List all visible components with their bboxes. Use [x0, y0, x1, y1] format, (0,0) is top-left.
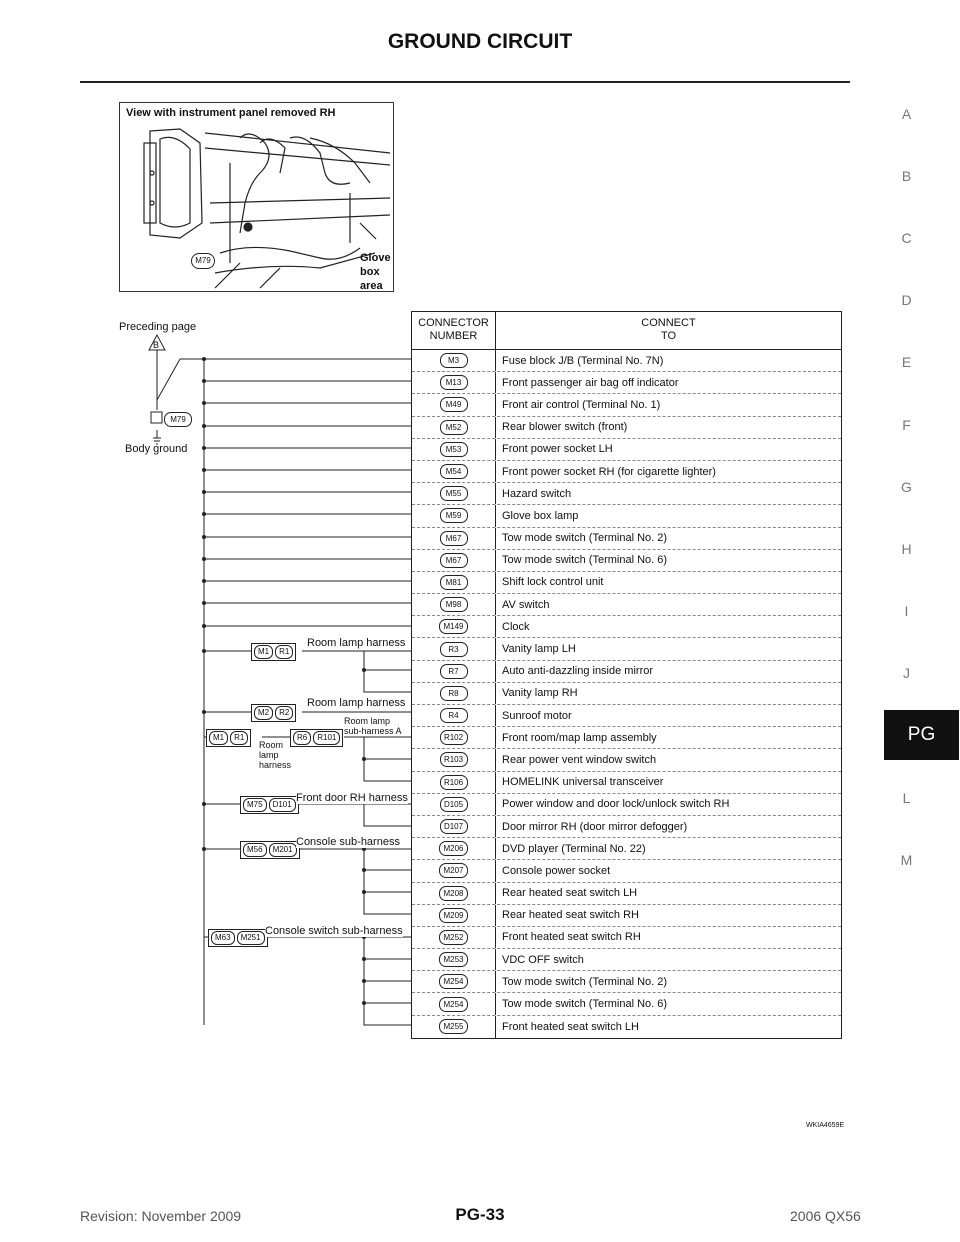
- connector-number: M53: [440, 442, 468, 457]
- table-row: [412, 883, 841, 905]
- table-row: [412, 594, 841, 616]
- header-number-line-1: CONNECTOR: [418, 317, 489, 329]
- index-letter-j[interactable]: J: [903, 665, 910, 681]
- connector-number: D105: [440, 797, 468, 812]
- connector-number: M208: [439, 886, 467, 901]
- room-harness-label-line-3: harness: [259, 760, 292, 770]
- sub-harness-label-line-2: sub-harness A: [344, 726, 402, 736]
- table-row: [412, 683, 841, 705]
- table-row: [412, 505, 841, 527]
- table-row: [412, 772, 841, 794]
- connector-number: R8: [440, 686, 468, 701]
- table-header: [412, 312, 841, 350]
- room-lamp-harness-label-3: [259, 740, 291, 770]
- index-letter-i[interactable]: I: [904, 603, 909, 619]
- connect-to: Tow mode switch (Terminal No. 6): [502, 998, 668, 1011]
- connector-number: M207: [439, 863, 467, 878]
- connect-to: Tow mode switch (Terminal No. 6): [502, 554, 668, 567]
- page-title: GROUND CIRCUIT: [387, 30, 573, 53]
- connect-to: Fuse block J/B (Terminal No. 7N): [502, 354, 664, 367]
- connector-table: [411, 311, 842, 1039]
- header-number-line-2: NUMBER: [429, 330, 478, 342]
- table-row: [412, 439, 841, 461]
- connector-number: M253: [439, 952, 467, 967]
- connector-number: M52: [440, 420, 468, 435]
- table-row: [412, 705, 841, 727]
- index-letter-a[interactable]: A: [901, 106, 912, 122]
- connector-number: M59: [440, 508, 468, 523]
- connect-to: Rear blower switch (front): [502, 421, 628, 434]
- connector-number: M209: [439, 908, 467, 923]
- table-row: [412, 993, 841, 1015]
- index-letter-c[interactable]: C: [901, 230, 912, 246]
- connector-number: R103: [440, 752, 468, 767]
- glove-label-line-3: area: [360, 280, 383, 292]
- console-switch-sub-harness-label: Console switch sub-harness: [265, 925, 403, 937]
- table-row: [412, 860, 841, 882]
- sub-harness-label-line-1: Room lamp: [344, 716, 391, 726]
- connect-to: Shift lock control unit: [502, 576, 604, 589]
- connector-number: M206: [439, 841, 467, 856]
- connect-to: Console power socket: [502, 864, 611, 877]
- front-door-rh-harness-label: Front door RH harness: [296, 792, 408, 804]
- connector-number: M81: [440, 575, 468, 590]
- connect-to: DVD player (Terminal No. 22): [502, 842, 646, 855]
- connector-m56: M56: [243, 843, 267, 857]
- table-row: [412, 949, 841, 971]
- connector-number: M254: [439, 997, 467, 1012]
- connect-to: Front room/map lamp assembly: [502, 731, 657, 744]
- connector-number: D107: [440, 819, 468, 834]
- connector-number: R106: [440, 775, 468, 790]
- table-row: [412, 550, 841, 572]
- connect-to: Front passenger air bag off indicator: [502, 376, 679, 389]
- table-row: [412, 749, 841, 771]
- connect-to: Sunroof motor: [502, 709, 572, 722]
- table-row: [412, 461, 841, 483]
- connector-number: R7: [440, 664, 468, 679]
- front-door-rh-harness: [240, 796, 299, 814]
- body-ground-label: Body ground: [125, 443, 188, 455]
- connector-r101: R101: [313, 731, 340, 745]
- table-row: [412, 927, 841, 949]
- connector-number: R102: [440, 730, 468, 745]
- connector-m251: M251: [237, 931, 265, 945]
- room-harness-label-line-1: Room: [259, 740, 284, 750]
- connect-to: Rear heated seat switch RH: [502, 909, 639, 922]
- connect-to: HOMELINK universal transceiver: [502, 776, 664, 789]
- connect-to: Clock: [502, 620, 530, 633]
- header-to-line-1: CONNECT: [641, 317, 696, 329]
- room-lamp-sub-harness-a: [290, 729, 343, 747]
- console-switch-sub-harness: [208, 929, 268, 947]
- room-harness-label-line-2: lamp: [259, 750, 279, 760]
- connect-to: Auto anti-dazzling inside mirror: [502, 665, 654, 678]
- connector-r1: R1: [275, 645, 293, 659]
- connector-number: R4: [440, 708, 468, 723]
- table-row: [412, 1016, 841, 1038]
- connector-m1: M1: [254, 645, 273, 659]
- table-row: [412, 727, 841, 749]
- footer-model: 2006 QX56: [790, 1208, 861, 1224]
- header-to-line-2: TO: [660, 330, 677, 342]
- connector-number: M55: [440, 486, 468, 501]
- footer-page-number: PG-33: [455, 1205, 505, 1224]
- connector-number: M13: [440, 375, 468, 390]
- main-trunk: [180, 359, 204, 1025]
- connector-number: M149: [439, 619, 467, 634]
- table-row: [412, 528, 841, 550]
- connector-m1-b: M1: [209, 731, 228, 745]
- ground-connector-box: [151, 412, 162, 423]
- connector-number: M3: [440, 353, 468, 368]
- connector-m63: M63: [211, 931, 235, 945]
- connector-number: M67: [440, 531, 468, 546]
- table-row: [412, 794, 841, 816]
- table-row: [412, 483, 841, 505]
- table-row: [412, 661, 841, 683]
- room-lamp-harness-1: [251, 643, 296, 661]
- table-row: [412, 816, 841, 838]
- connector-r6: R6: [293, 731, 311, 745]
- connector-d101: D101: [269, 798, 296, 812]
- connect-to: Power window and door lock/unlock switch RH: [502, 798, 730, 811]
- header-connector-number: [412, 312, 496, 349]
- index-letter-b[interactable]: B: [901, 168, 912, 184]
- connect-to: Tow mode switch (Terminal No. 2): [502, 532, 668, 545]
- index-letter-l[interactable]: L: [902, 790, 911, 806]
- index-letter-m[interactable]: M: [900, 852, 913, 868]
- connect-to: Rear power vent window switch: [502, 753, 657, 766]
- connect-to: Front power socket RH (for cigarette lighter): [502, 465, 716, 478]
- connector-r2: R2: [275, 706, 293, 720]
- console-sub-harness-label: Console sub-harness: [296, 836, 400, 848]
- connector-number: M67: [440, 553, 468, 568]
- footer-revision: Revision: November 2009: [80, 1208, 242, 1224]
- connect-to: Tow mode switch (Terminal No. 2): [502, 975, 668, 988]
- connect-to: Front air control (Terminal No. 1): [502, 398, 661, 411]
- connect-to: VDC OFF switch: [502, 953, 584, 966]
- connector-m75: M75: [243, 798, 267, 812]
- table-row: [412, 905, 841, 927]
- figure-code: WKIA4659E: [806, 1122, 845, 1129]
- connect-to: Vanity lamp LH: [502, 643, 576, 656]
- room-lamp-harness-3: [206, 729, 251, 747]
- room-lamp-harness-label-2: Room lamp harness: [307, 697, 406, 709]
- connector-r1-b: R1: [230, 731, 248, 745]
- connector-number: M255: [439, 1019, 467, 1034]
- connector-number: R3: [440, 642, 468, 657]
- glove-label-line-2: box: [360, 266, 380, 278]
- connect-to: Hazard switch: [502, 487, 572, 500]
- console-sub-harness: [240, 841, 300, 859]
- index-letter-g[interactable]: G: [901, 479, 912, 495]
- connect-to: Rear heated seat switch LH: [502, 887, 638, 900]
- index-letter-e[interactable]: E: [901, 354, 912, 370]
- table-row: [412, 638, 841, 660]
- table-row: [412, 572, 841, 594]
- table-row: [412, 971, 841, 993]
- ground-connector-m79: M79: [164, 412, 192, 427]
- illustration-caption: View with instrument panel removed RH: [126, 107, 336, 119]
- link-letter-b: B: [153, 340, 160, 350]
- index-letter-f[interactable]: F: [902, 417, 911, 433]
- table-row: [412, 350, 841, 372]
- connector-number: M254: [439, 974, 467, 989]
- connect-to: Door mirror RH (door mirror defogger): [502, 820, 688, 833]
- table-row: [412, 616, 841, 638]
- connect-to: Front power socket LH: [502, 443, 613, 456]
- connect-to: Glove box lamp: [502, 509, 579, 522]
- glove-label-line-1: Glove: [360, 252, 391, 264]
- connector-number: M98: [440, 597, 468, 612]
- index-tab-pg[interactable]: PG: [884, 710, 959, 760]
- connector-number: M54: [440, 464, 468, 479]
- connect-to: Front heated seat switch LH: [502, 1020, 639, 1033]
- connect-to: Front heated seat switch RH: [502, 931, 641, 944]
- m79-connector-tag: M79: [191, 253, 215, 269]
- table-row: [412, 417, 841, 439]
- connector-number: M49: [440, 397, 468, 412]
- index-letter-d[interactable]: D: [901, 292, 912, 308]
- table-row: [412, 838, 841, 860]
- table-row: [412, 372, 841, 394]
- connector-m201: M201: [269, 843, 297, 857]
- index-letter-h[interactable]: H: [901, 541, 912, 557]
- connect-to: Vanity lamp RH: [502, 687, 578, 700]
- table-row: [412, 394, 841, 416]
- connect-to: AV switch: [502, 598, 550, 611]
- room-lamp-sub-harness-label: [344, 716, 402, 736]
- connector-m2: M2: [254, 706, 273, 720]
- room-lamp-harness-2: [251, 704, 296, 722]
- connector-number: M252: [439, 930, 467, 945]
- header-connect-to: [496, 312, 841, 349]
- preceding-page-label: Preceding page: [119, 321, 197, 333]
- room-lamp-harness-label-1: Room lamp harness: [307, 637, 406, 649]
